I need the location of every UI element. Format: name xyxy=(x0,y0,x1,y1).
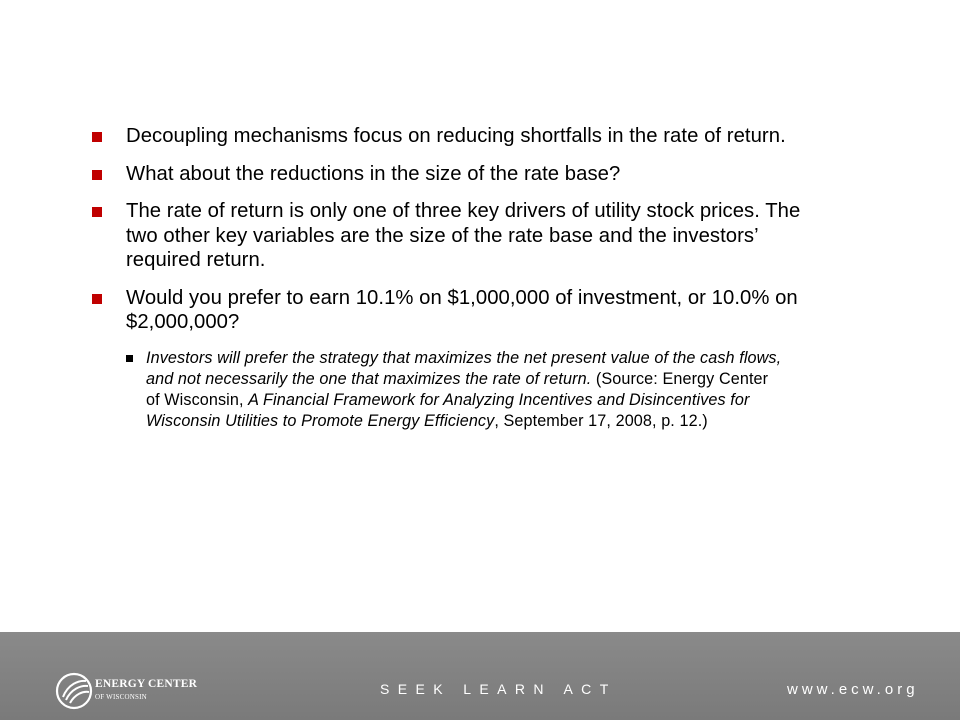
bullet-item xyxy=(92,124,812,149)
bullet-text: Would you prefer to earn 10.1% on $1,000,000 of investment, or 10.0% on $2,000,000? xyxy=(126,286,798,333)
logo-swirl-icon xyxy=(55,672,93,710)
bullet-item xyxy=(92,162,812,187)
bullet-marker-icon xyxy=(92,170,102,180)
bullet-item xyxy=(92,286,812,432)
footer-bar xyxy=(0,632,960,720)
sub-bullet-item xyxy=(126,348,786,432)
bullet-text: The rate of return is only one of three key drivers of utility stock prices. The two other key variables are the size of the rate base and the investors’ required return. xyxy=(126,200,801,271)
tagline: SEEK LEARN ACT xyxy=(380,681,617,697)
bullet-marker-icon xyxy=(92,207,102,217)
sub-bullet-quote: Investors will prefer the strategy that maximizes the net present value of the cash flows, and not necessarily the one that maximizes the rate of return. xyxy=(146,348,782,388)
sub-bullet-source-prefix: (Source: Energy Center of Wisconsin, xyxy=(146,369,769,409)
bullet-marker-icon xyxy=(92,132,102,142)
sub-bullet-source-date: , September 17, 2008, p. 12.) xyxy=(494,411,708,430)
logo-subtitle: OF WISCONSIN xyxy=(95,693,147,701)
bullet-list xyxy=(92,124,812,445)
bullet-item xyxy=(92,199,812,273)
sub-bullet-source-title: A Financial Framework for Analyzing Incentives and Disincentives for Wisconsin Utilities to Promote Energy Efficiency xyxy=(146,390,750,430)
logo-name: ENERGY CENTER xyxy=(95,678,198,690)
website-url: www.ecw.org xyxy=(787,681,919,698)
energy-center-logo xyxy=(55,672,245,712)
sub-bullet-marker-icon xyxy=(126,355,133,362)
bullet-text: What about the reductions in the size of the rate base? xyxy=(126,162,621,185)
bullet-marker-icon xyxy=(92,294,102,304)
bullet-text: Decoupling mechanisms focus on reducing shortfalls in the rate of return. xyxy=(126,125,786,147)
